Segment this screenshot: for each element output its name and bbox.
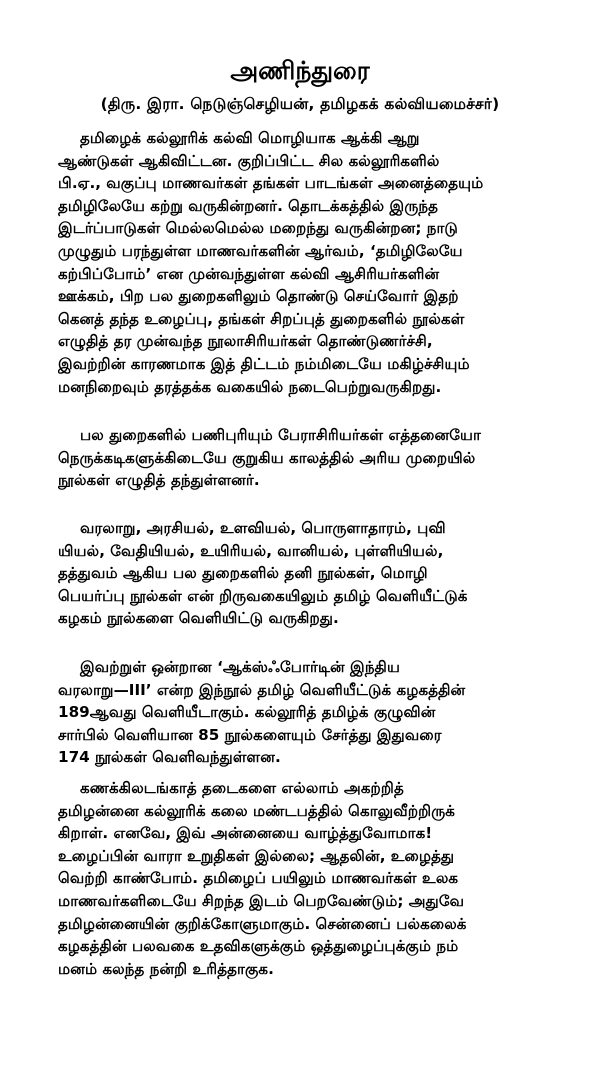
- paragraph-line: மாணவர்களிடையே சிறந்த இடம் பெறவேண்டும்; அதுவே: [58, 891, 465, 910]
- paragraph-line: மனம் கலந்த நன்றி உரித்தாகுக.: [58, 959, 274, 978]
- paragraph-line: முழுதும் பரந்துள்ள மாணவர்களின் ஆர்வம், ‘தமிழிலேயே: [58, 241, 463, 260]
- paragraph-line: தமிழைக் கல்லூரிக் கல்வி மொழியாக ஆக்கி ஆறு: [80, 129, 420, 147]
- paragraph-5: [58, 777, 570, 980]
- paragraph-line: கற்பிப்போம்’ என முன்வந்துள்ள கல்வி ஆசிரியர்களின்: [58, 264, 440, 283]
- paragraph-line: மனநிறைவும் தரத்தக்க வகையில் நடைபெற்றுவருகிறது.: [58, 377, 442, 396]
- paragraph-line: 189ஆவது வெளியீடாகும். கல்லூரித் தமிழ்க் குழுவின்: [58, 703, 436, 722]
- paragraph-line: தமிழன்னையின் குறிக்கோளுமாகும். சென்னைப் பல்கலைக்: [58, 914, 467, 933]
- paragraph-4: [58, 656, 570, 769]
- paragraph-line: ஆண்டுகள் ஆகிவிட்டன. குறிப்பிட்ட சில கல்லூரிகளில்: [58, 151, 440, 170]
- page-title: அணிந்துரை: [230, 56, 370, 85]
- paragraph-line: பி.ஏ., வகுப்பு மாணவர்கள் தங்கள் பாடங்கள் அனைத்தையும்: [58, 174, 484, 193]
- paragraph-2: [58, 424, 570, 492]
- paragraph-line: இவற்றின் காரணமாக இத் திட்டம் நம்மிடையே மகிழ்ச்சியும்: [58, 354, 470, 373]
- paragraph-line: நெருக்கடிகளுக்கிடையே குறுகிய காலத்தில் அரிய முறையில்: [58, 448, 476, 467]
- paragraph-line: பெயர்ப்பு நூல்கள் என் றிருவகையிலும் தமிழ் வெளியீட்டுக்: [58, 586, 468, 605]
- paragraph-3: [58, 517, 570, 630]
- page-subtitle: (திரு. இரா. நெடுஞ்செழியன், தமிழகக் கல்வியமைச்சர்): [100, 95, 500, 113]
- paragraph-line: கணக்கிலடங்காத் தடைகளை எல்லாம் அகற்றித்: [80, 779, 404, 797]
- paragraph-line: கழகத்தின் பலவகை உதவிகளுக்கும் ஒத்துழைப்புக்கும் நம்: [58, 937, 459, 956]
- paragraph-1: [58, 127, 570, 398]
- paragraph-line: வரலாறு, அரசியல், உளவியல், பொருளாதாரம், புவி: [80, 519, 446, 537]
- paragraph-line: இவற்றுள் ஒன்றான ‘ஆக்ஸ்ஃபோர்டின் இந்திய: [80, 658, 401, 676]
- paragraph-line: தமிழன்னை கல்லூரிக் கலை மண்டபத்தில் கொலுவீற்றிருக்: [58, 801, 456, 820]
- paragraph-line: கழகம் நூல்களை வெளியிட்டு வருகிறது.: [58, 609, 339, 628]
- paragraph-line: கிறாள். எனவே, இவ் அன்னையை வாழ்த்துவோமாக!: [58, 824, 433, 843]
- paragraph-line: தமிழிலேயே கற்று வருகின்றனர். தொடக்கத்தில் இருந்த: [58, 196, 439, 215]
- paragraph-line: தத்துவம் ஆகிய பல துறைகளில் தனி நூல்கள், மொழி: [58, 564, 428, 583]
- paragraph-line: சார்பில் வெளியான 85 நூல்களையும் சேர்த்து இதுவரை: [58, 725, 442, 744]
- paragraph-line: வெற்றி காண்போம். தமிழைப் பயிலும் மாணவர்கள் உலக: [58, 869, 459, 888]
- paragraph-line: வரலாறு—III’ என்ற இந்நூல் தமிழ் வெளியீட்டுக் கழகத்தின்: [58, 680, 466, 699]
- paragraph-line: ஊக்கம், பிற பல துறைகளிலும் தொண்டு செய்வோர் இதற்: [58, 287, 459, 306]
- paragraph-line: இடர்ப்பாடுகள் மெல்லமெல்ல மறைந்து வருகின்றன; நாடு: [58, 219, 458, 238]
- paragraph-line: பல துறைகளில் பணிபுரியும் பேராசிரியர்கள் எத்தனையோ: [80, 426, 481, 444]
- paragraph-line: எழுதித் தர முன்வந்த நூலாசிரியர்கள் தொண்டுணர்ச்சி,: [58, 332, 433, 351]
- paragraph-line: 174 நூல்கள் வெளிவந்துள்ளன.: [58, 748, 281, 767]
- paragraph-line: கெனத் தந்த உழைப்பு, தங்கள் சிறப்புத் துறைகளில் நூல்கள்: [58, 309, 465, 328]
- paragraph-line: உழைப்பின் வாரா உறுதிகள் இல்லை; ஆதலின், உழைத்து: [58, 846, 455, 865]
- paragraph-line: நூல்கள் எழுதித் தந்துள்ளனர்.: [58, 471, 260, 490]
- paragraph-line: யியல், வேதியியல், உயிரியல், வானியல், புள்ளியியல்,: [58, 541, 444, 560]
